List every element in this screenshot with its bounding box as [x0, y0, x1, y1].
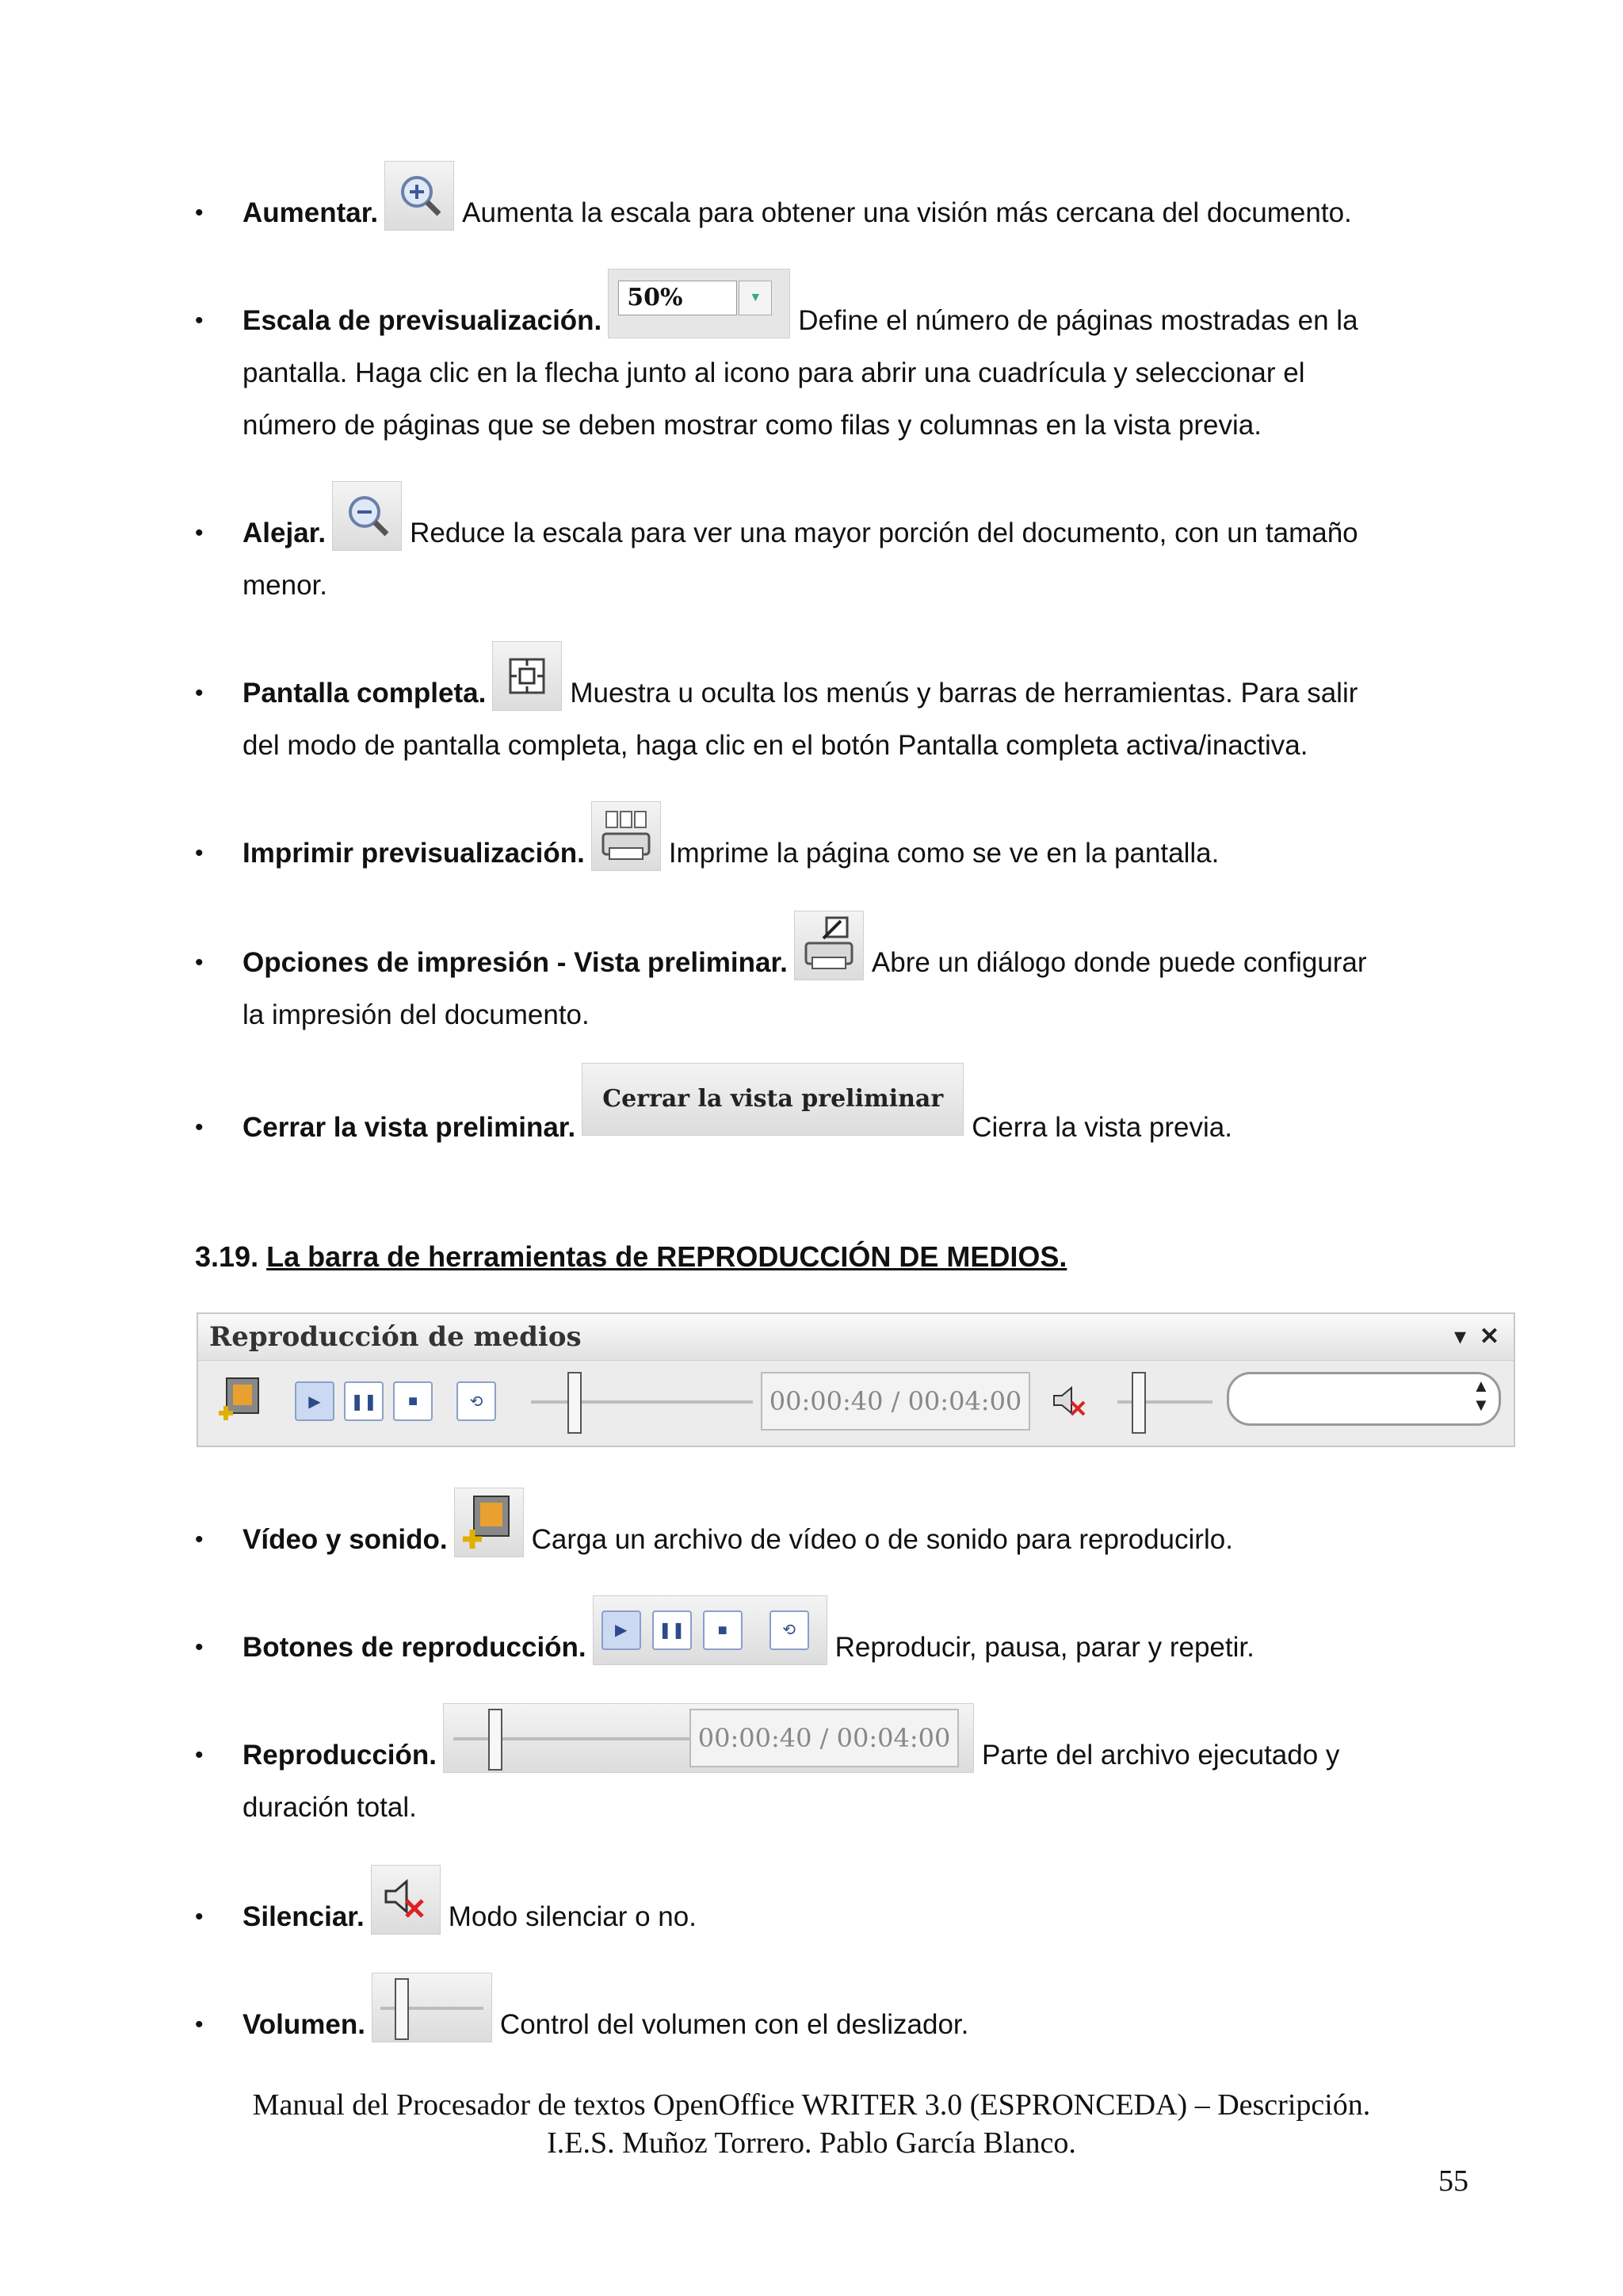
- zoom-scale-dropdown[interactable]: [608, 269, 790, 338]
- item-description: pantalla. Haga clic en la flecha junto al icono para abrir una cuadrícula y seleccionar el: [242, 357, 1305, 388]
- play-button[interactable]: ▶: [601, 1610, 641, 1650]
- mute-icon[interactable]: [1049, 1381, 1087, 1419]
- bullet: •: [195, 949, 204, 976]
- item-term: Botones de reproducción.: [242, 1632, 586, 1663]
- stop-button[interactable]: ■: [393, 1381, 433, 1421]
- item-description: Muestra u oculta los menús y barras de herramientas. Para salir: [570, 678, 1358, 709]
- play-button[interactable]: ▶: [295, 1381, 334, 1421]
- volume-slider-thumb[interactable]: [395, 1978, 409, 2040]
- item-description: Imprime la página como se ve en la pantalla.: [668, 838, 1220, 869]
- playback-buttons: [593, 1595, 827, 1665]
- item-description: Abre un diálogo donde puede configurar: [871, 947, 1367, 978]
- footer-line-1: Manual del Procesador de textos OpenOffice WRITER 3.0 (ESPRONCEDA) – Descripción.: [252, 2088, 1371, 2122]
- item-description: Carga un archivo de vídeo o de sonido para reproducirlo.: [531, 1524, 1233, 1555]
- bullet: •: [195, 1114, 204, 1140]
- fullscreen-icon: [492, 641, 562, 711]
- item-term: Aumentar.: [242, 197, 379, 228]
- position-slider-track[interactable]: [531, 1400, 753, 1404]
- zoom-in-icon: [384, 161, 454, 231]
- chevron-down-icon[interactable]: ▼: [739, 281, 772, 315]
- repeat-button[interactable]: ⟲: [769, 1610, 809, 1650]
- bullet: •: [195, 520, 204, 546]
- bullet: •: [195, 840, 204, 866]
- zoom-value: 50%: [618, 281, 737, 315]
- insert-media-icon[interactable]: [216, 1373, 268, 1426]
- position-slider-thumb[interactable]: [488, 1709, 502, 1771]
- item-description: Reproducir, pausa, parar y repetir.: [834, 1632, 1254, 1663]
- close-preview-label: Cerrar la vista preliminar: [602, 1085, 944, 1113]
- toolbar-menu-icon[interactable]: ▾: [1453, 1323, 1466, 1350]
- zoom-out-icon: [332, 481, 402, 551]
- stop-button[interactable]: ■: [703, 1610, 743, 1650]
- media-playback-toolbar: [197, 1312, 1515, 1447]
- item-description: del modo de pantalla completa, haga clic en el botón Pantalla completa activa/inactiva.: [242, 730, 1308, 761]
- footer-line-2: I.E.S. Muñoz Torrero. Pablo García Blanco.: [547, 2126, 1076, 2160]
- item-description: Define el número de páginas mostradas en la: [798, 305, 1358, 336]
- page-number: 55: [1438, 2164, 1468, 2198]
- item-description: Reduce la escala para ver una mayor porción del documento, con un tamaño: [410, 518, 1358, 548]
- bullet: •: [195, 200, 204, 226]
- position-slider-thumb[interactable]: [567, 1372, 582, 1434]
- print-preview-icon: [591, 801, 661, 871]
- item-description: Control del volumen con el deslizador.: [499, 2009, 969, 2040]
- mute-icon: [371, 1865, 441, 1935]
- bullet: •: [195, 1742, 204, 1768]
- item-term: Alejar.: [242, 518, 327, 548]
- section-number: 3.19.: [195, 1240, 259, 1273]
- spin-arrows-icon[interactable]: ▲ ▼: [1472, 1376, 1490, 1415]
- item-term: Escala de previsualización.: [242, 305, 602, 336]
- close-icon[interactable]: ✕: [1479, 1323, 1499, 1350]
- item-term: Volumen.: [242, 2009, 365, 2040]
- item-description: la impresión del documento.: [242, 999, 590, 1030]
- item-term: Reproducción.: [242, 1740, 437, 1771]
- item-term: Vídeo y sonido.: [242, 1524, 448, 1555]
- bullet: •: [195, 1904, 204, 1930]
- toolbar-title: Reproducción de medios: [209, 1321, 582, 1353]
- item-term: Imprimir previsualización.: [242, 838, 585, 869]
- repeat-button[interactable]: ⟲: [456, 1381, 496, 1421]
- item-description: Modo silenciar o no.: [448, 1901, 697, 1932]
- bullet: •: [195, 2011, 204, 2038]
- item-description: número de páginas que se deben mostrar como filas y columnas en la vista previa.: [242, 410, 1262, 441]
- item-description: duración total.: [242, 1792, 417, 1823]
- bullet: •: [195, 1634, 204, 1660]
- item-description: Parte del archivo ejecutado y: [982, 1740, 1340, 1771]
- section-heading: [195, 1240, 1067, 1274]
- section-title: La barra de herramientas de REPRODUCCIÓN DE MEDIOS.: [266, 1240, 1067, 1273]
- time-display: 00:00:40 / 00:04:00: [689, 1709, 959, 1767]
- media-url-field[interactable]: [1227, 1372, 1501, 1426]
- pause-button[interactable]: ❚❚: [652, 1610, 692, 1650]
- bullet: •: [195, 680, 204, 706]
- position-slider: [443, 1703, 974, 1773]
- item-description: Aumenta la escala para obtener una visión más cercana del documento.: [462, 197, 1352, 228]
- bullet: •: [195, 1526, 204, 1553]
- item-description: Cierra la vista previa.: [972, 1112, 1232, 1143]
- item-term: Opciones de impresión - Vista preliminar.: [242, 947, 788, 978]
- pause-button[interactable]: ❚❚: [344, 1381, 384, 1421]
- volume-slider: [372, 1973, 492, 2042]
- insert-media-icon: [454, 1488, 524, 1557]
- volume-slider-thumb[interactable]: [1132, 1372, 1146, 1434]
- bullet: •: [195, 308, 204, 334]
- print-options-icon: [794, 911, 864, 980]
- item-term: Pantalla completa.: [242, 678, 487, 709]
- close-preview-button[interactable]: [582, 1063, 964, 1136]
- item-description: menor.: [242, 570, 327, 601]
- time-display: 00:00:40 / 00:04:00: [761, 1372, 1030, 1431]
- item-term: Silenciar.: [242, 1901, 365, 1932]
- item-term: Cerrar la vista preliminar.: [242, 1112, 576, 1143]
